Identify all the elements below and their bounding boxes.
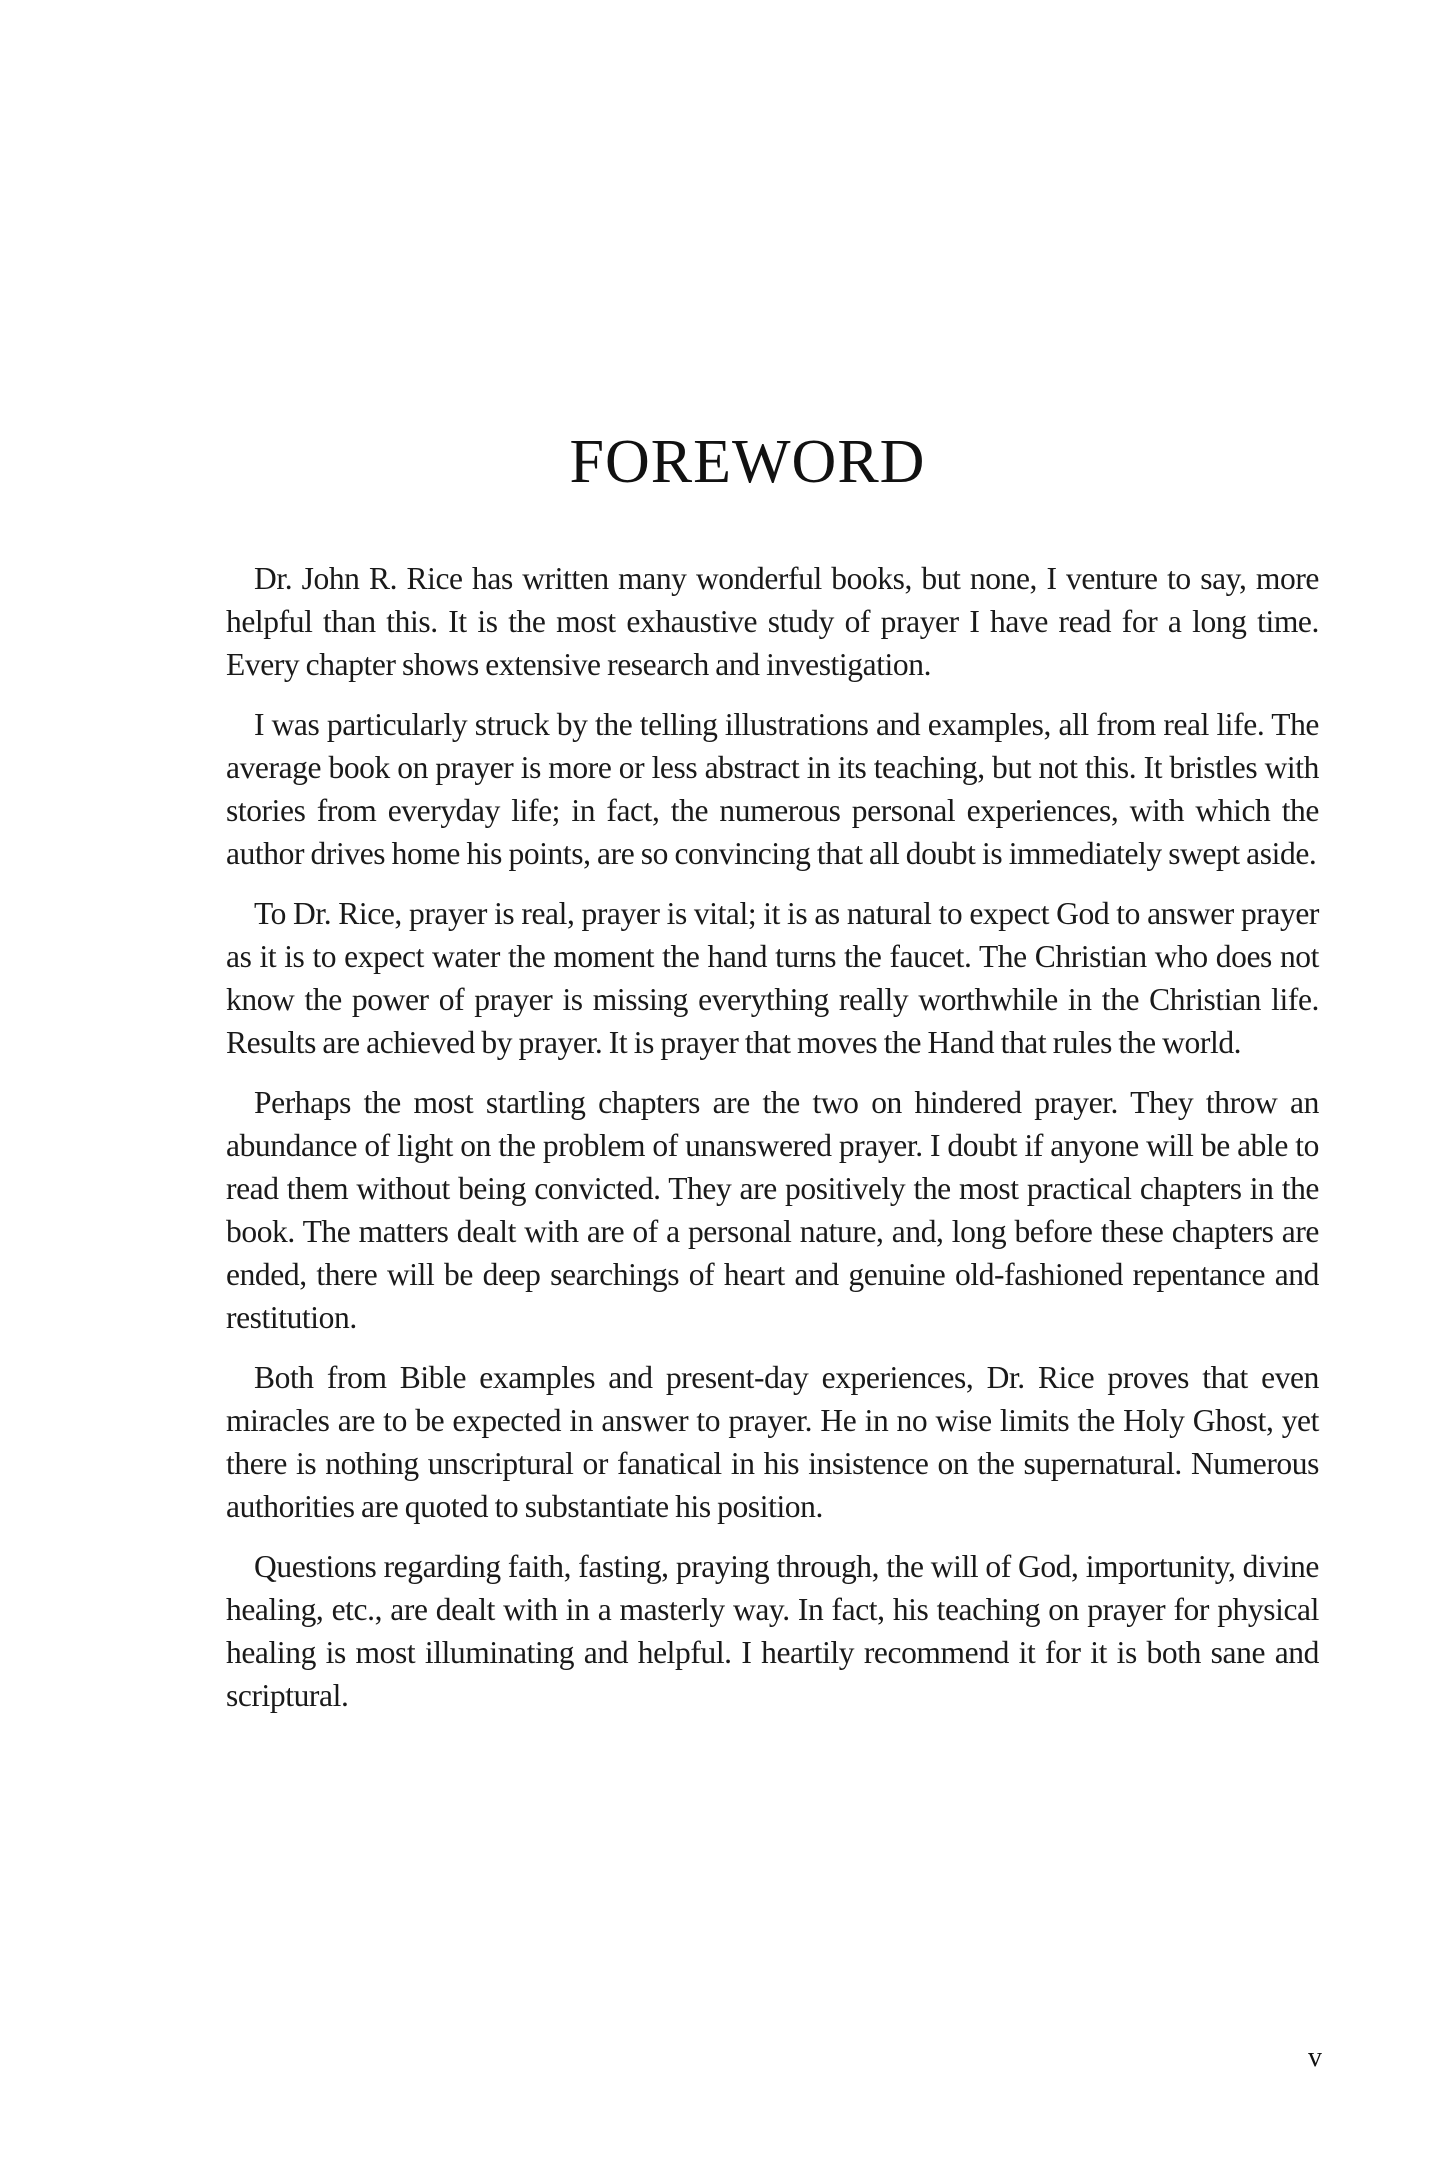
paragraph: Perhaps the most startling chapters are the two on hindered prayer. They throw an abundance of light on the problem of unanswered prayer. I doubt if anyone will be able to read them without being convicted. They are positively the most practical chapters in the book. The matters dealt with are of a personal nature, and, long before these chapters are ended, there will be deep searchings of heart and genuine old-fashioned repentance and restitution. <box>226 1085 1319 1335</box>
page-title: FOREWORD <box>569 428 926 496</box>
foreword-body <box>226 557 1319 1734</box>
paragraph: I was particularly struck by the telling illustrations and examples, all from real life. The average book on prayer is more or less abstract in its teaching, but not this. It bristles with stories from everyday life; in fact, the numerous personal experiences, with which the author drives home his points, are so convincing that all doubt is immediately swept aside. <box>226 707 1319 871</box>
paragraph: Both from Bible examples and present-day experiences, Dr. Rice proves that even miracles are to be expected in answer to prayer. He in no wise limits the Holy Ghost, yet there is nothing unscriptural or fanatical in his insistence on the supernatural. Numerous authorities are quoted to substantiate his position. <box>226 1360 1319 1524</box>
paragraph: Questions regarding faith, fasting, praying through, the will of God, importunity, divine healing, etc., are dealt with in a masterly way. In fact, his teaching on prayer for physical healing is most illuminating and helpful. I heartily recommend it for it is both sane and scriptural. <box>226 1549 1319 1713</box>
page-number: v <box>1308 2042 1322 2073</box>
paragraph: To Dr. Rice, prayer is real, prayer is vital; it is as natural to expect God to answer prayer as it is to expect water the moment the hand turns the faucet. The Christian who does not know the power of prayer is missing everything really worthwhile in the Christian life. Results are achieved by prayer. It is prayer that moves the Hand that rules the world. <box>226 896 1319 1060</box>
paragraph: Dr. John R. Rice has written many wonderful books, but none, I venture to say, more helpful than this. It is the most exhaustive study of prayer I have read for a long time. Every chapter shows extensive research and investigation. <box>226 561 1319 682</box>
